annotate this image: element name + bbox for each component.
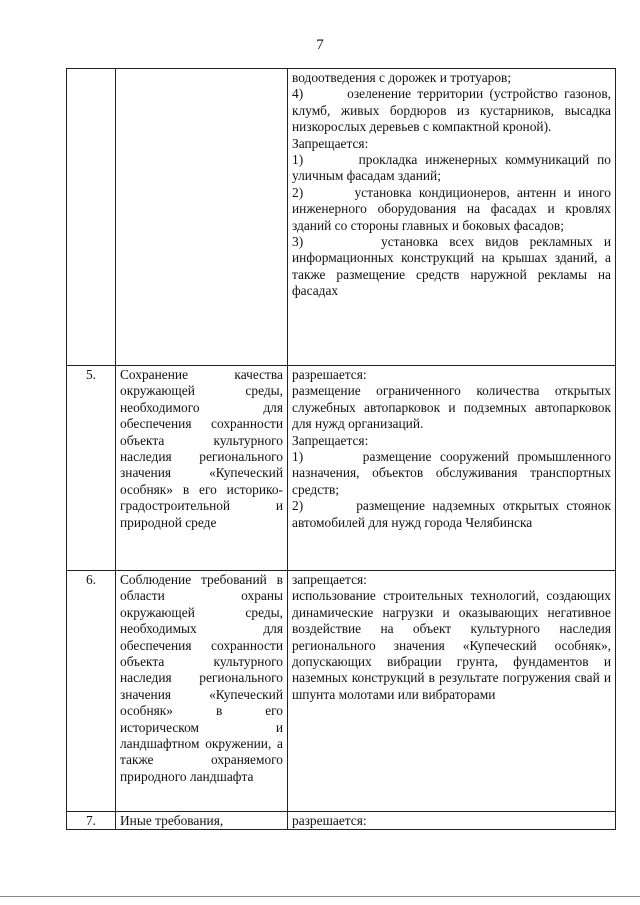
row-number: 7. xyxy=(67,812,116,830)
requirement-line: 2) установка кондиционеров, антенн и иного инженерного оборудования на фасадах и кровлях зданий со стороны главных и боковых фасадов; xyxy=(292,184,611,233)
requirement-line: 1) прокладка инженерных коммуникаций по уличным фасадам зданий; xyxy=(292,152,611,184)
requirements-table xyxy=(66,68,616,830)
requirement-details xyxy=(288,366,616,571)
requirement-name: Соблюдение требований в области охраны окружающей среды, необходимых для обеспечения сохранности объекта культурного наследия регионального значения «Купеческий особняк» в его историческом и ландшафтном окружении, а также охраняемого природного ландшафта xyxy=(116,571,288,812)
row-number: 5. xyxy=(67,366,116,571)
requirement-line: 3) установка всех видов рекламных и информационных конструкций на крышах зданий, а также размещение средств наружной рекламы на фасадах xyxy=(292,234,611,299)
table-row xyxy=(67,571,616,812)
requirement-details xyxy=(288,812,616,830)
page-bottom-rule xyxy=(0,896,640,897)
table-row xyxy=(67,366,616,571)
requirement-line: размещение ограниченного количества открытых служебных автопарковок и подземных автопарковок для нужд организаций. xyxy=(292,383,611,432)
requirement-details xyxy=(288,69,616,366)
requirement-name xyxy=(116,69,288,366)
row-number xyxy=(67,69,116,366)
requirement-line: водоотведения с дорожек и тротуаров; xyxy=(292,70,512,85)
page-number: 7 xyxy=(316,37,324,53)
row-number: 6. xyxy=(67,571,116,812)
requirement-line: 2) размещение надземных открытых стоянок автомобилей для нужд города Челябинска xyxy=(292,498,611,530)
table-row xyxy=(67,812,616,830)
requirement-line: Запрещается: xyxy=(292,432,369,448)
requirement-line: 1) размещение сооружений промышленного назначения, объектов обслуживания транспортных средств; xyxy=(292,449,611,497)
requirement-line: запрещается: xyxy=(292,572,367,587)
requirement-details xyxy=(288,571,616,812)
requirement-line: 4) озеленение территории (устройство газонов, клумб, живых бордюров из кустарников, высадка низкорослых деревьев с компактной кроной). xyxy=(292,86,611,135)
requirement-name: Сохранение качества окружающей среды, необходимого для обеспечения сохранности объекта культурного наследия регионального значения «Купеческий особняк» в его историко-градостроительной и природной среде xyxy=(116,366,288,571)
requirement-line: использование строительных технологий, создающих динамические нагрузки и оказывающих негативное воздействие на объект культурного наследия регионального значения «Купеческий особняк», допускающих вибрации грунта, фундаментов и наземных конструкций в результате погружения свай и шпунта молотами или вибраторами xyxy=(292,588,611,702)
table-row xyxy=(67,69,616,366)
requirement-line: разрешается: xyxy=(292,367,367,382)
requirement-line: Запрещается: xyxy=(292,135,369,151)
requirement-name: Иные требования, xyxy=(116,812,288,830)
requirement-line: разрешается: xyxy=(292,813,367,828)
